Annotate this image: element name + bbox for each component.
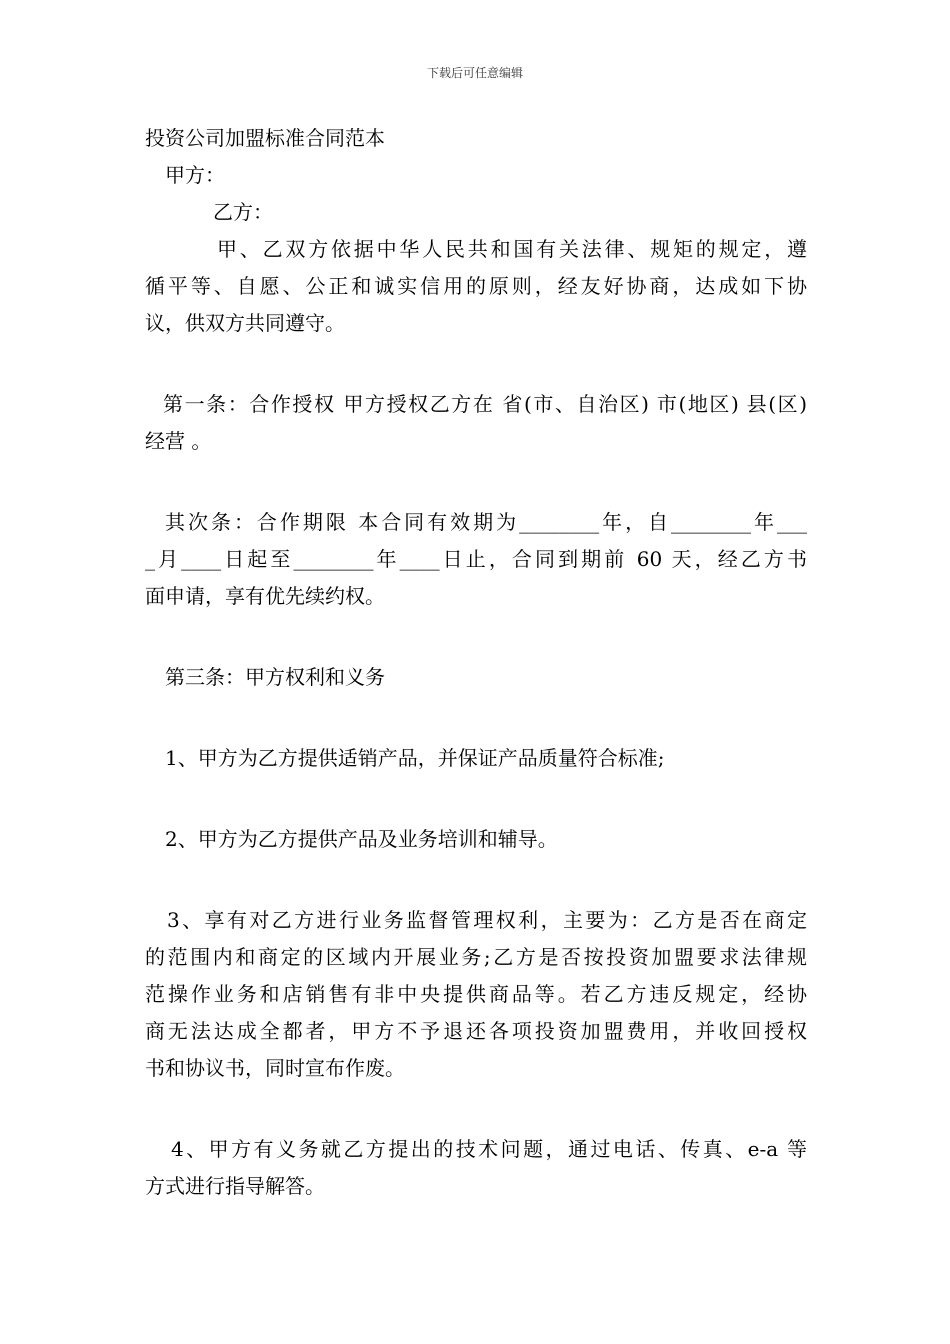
document-title: 投资公司加盟标准合同范本 xyxy=(145,126,385,150)
preamble-line: 循平等、自愿、公正和诚实信用的原则，经友好协商，达成如下协 xyxy=(145,274,807,298)
party-b-label: 乙方： xyxy=(213,200,273,224)
preamble-line: 甲、乙双方依据中华人民共和国有关法律、规矩的规定，遵 xyxy=(217,237,807,261)
article-3-item-4 xyxy=(145,1131,807,1205)
article-3-item-2: 2、甲方为乙方提供产品及业务培训和辅导。 xyxy=(165,827,558,851)
article-1-line: 经营 。 xyxy=(145,429,212,453)
article-1-line: 第一条：合作授权 甲方授权乙方在 省(市、自治区) 市(地区) 县(区) xyxy=(163,392,807,416)
article-3-item-1: 1、甲方为乙方提供适销产品，并保证产品质量符合标准; xyxy=(165,746,665,770)
item-4-line: 方式进行指导解答。 xyxy=(145,1174,325,1198)
item-3-line: 书和协议书，同时宣布作废。 xyxy=(145,1056,405,1080)
item-4-line: 4、甲方有义务就乙方提出的技术问题，通过电话、传真、e-a 等 xyxy=(171,1137,807,1161)
article-2 xyxy=(145,504,807,615)
document-body xyxy=(145,120,807,1205)
article-1 xyxy=(145,386,807,460)
article-3-heading: 第三条：甲方权利和义务 xyxy=(165,665,385,689)
article-2-line: 面申请，享有优先续约权。 xyxy=(145,584,385,608)
item-3-line: 商无法达成全都者，甲方不予退还各项投资加盟费用，并收回授权 xyxy=(145,1019,807,1043)
item-3-line: 范操作业务和店销售有非中央提供商品等。若乙方违反规定，经协 xyxy=(145,982,807,1006)
preamble-paragraph xyxy=(145,231,807,342)
article-2-line: 其次条：合作期限 本合同有效期为________年，自________年___ xyxy=(165,510,807,534)
article-3-item-3 xyxy=(145,902,807,1087)
item-3-line: 3、享有对乙方进行业务监督管理权利，主要为：乙方是否在商定 xyxy=(167,908,807,932)
item-3-line: 的范围内和商定的区域内开展业务;乙方是否按投资加盟要求法律规 xyxy=(145,945,807,969)
header-note: 下载后可任意编辑 xyxy=(426,66,523,80)
party-a-label: 甲方： xyxy=(165,163,225,187)
preamble-line: 议，供双方共同遵守。 xyxy=(145,311,345,335)
article-2-line: _月____日起至________年____日止，合同到期前 60 天，经乙方书 xyxy=(145,547,807,571)
